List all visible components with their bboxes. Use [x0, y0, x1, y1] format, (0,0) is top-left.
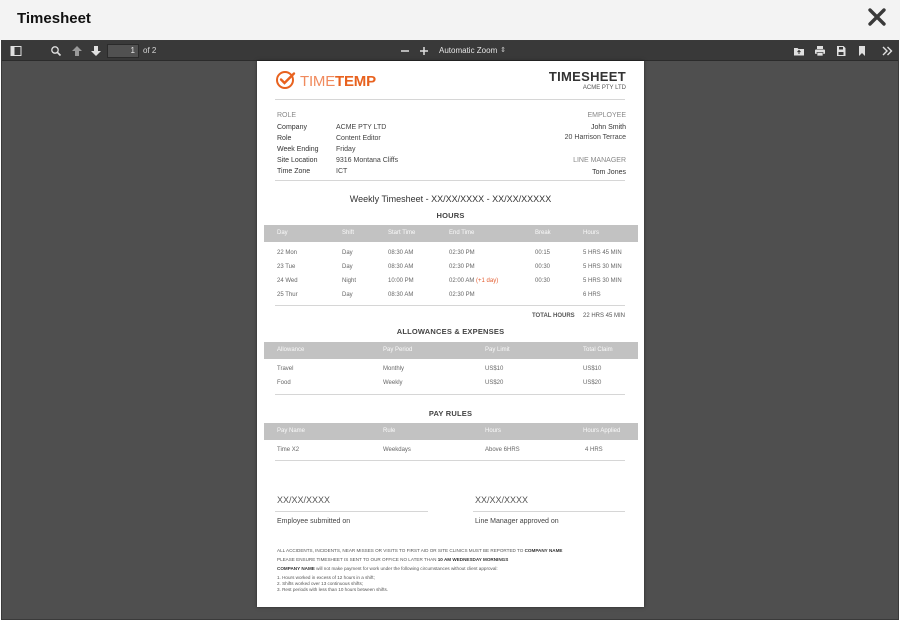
manager-name: Tom Jones [592, 169, 626, 176]
logo-text [300, 73, 376, 90]
employee-heading: EMPLOYEE [587, 112, 626, 119]
allowances-heading: ALLOWANCES & EXPENSES [396, 327, 505, 336]
footer-company-name: COMPANY NAME [277, 566, 315, 571]
column-header: Pay Name [277, 428, 306, 434]
pdf-page [257, 61, 644, 607]
column-header: Break [535, 230, 551, 236]
divider [275, 180, 625, 181]
footer-company-name: COMPANY NAME [524, 548, 563, 553]
role-label: Time Zone [277, 168, 311, 175]
logo-word-temp: TEMP [335, 73, 376, 90]
cell-hours-applied: 4 HRS [585, 447, 603, 453]
role-label: Role [277, 135, 292, 142]
cell-allowance: Food [277, 380, 291, 386]
cell-shift: Day [342, 292, 353, 298]
cell-pay-limit: US$10 [485, 366, 504, 372]
cell-pay-name: Time X2 [277, 447, 300, 453]
close-icon [866, 6, 888, 28]
footer-list-item: 1. Hours worked in excess of 12 hours in a shift; [277, 575, 375, 580]
role-value: 9316 Montana Cliffs [336, 157, 399, 164]
cell-day: 24 Wed [277, 278, 298, 284]
cell-allowance: Travel [277, 366, 294, 372]
column-header: Rule [383, 428, 396, 434]
cell-shift: Day [342, 250, 353, 256]
total-hours-label: TOTAL HOURS [532, 313, 575, 319]
footer-note-payment [277, 566, 498, 571]
role-heading: ROLE [277, 112, 297, 119]
print-button[interactable] [813, 44, 827, 58]
cell-end [449, 278, 498, 284]
cell-day: 23 Tue [277, 264, 296, 270]
signature-line [473, 511, 625, 512]
arrow-down-icon [90, 45, 102, 57]
column-header: Hours [485, 428, 502, 434]
column-header: Day [277, 230, 288, 236]
cell-total-claim: US$20 [583, 380, 602, 386]
print-icon [814, 45, 826, 57]
cell-end [449, 264, 475, 270]
weekly-title: Weekly Timesheet - XX/XX/XXXX - XX/XX/XXXXX [349, 194, 552, 204]
cell-break: 00:30 [535, 264, 551, 270]
cell-hours: 5 HRS 30 MIN [583, 278, 622, 284]
cell-break: 00:15 [535, 250, 551, 256]
open-file-button[interactable] [792, 44, 806, 58]
column-header: End Time [449, 230, 475, 236]
cell-day: 25 Thur [277, 292, 298, 298]
pay-rules-table-header [264, 423, 638, 440]
end-time: 02:30 PM [449, 264, 475, 270]
minus-icon [399, 45, 411, 57]
cell-day: 22 Mon [277, 250, 298, 256]
footer-text: will not make payment for work under the following circumstances without client approval: [314, 566, 498, 571]
document-title: TIMESHEET [548, 69, 626, 84]
employee-submitted-date: XX/XX/XXXX [277, 495, 331, 505]
close-button[interactable] [866, 6, 888, 28]
cell-break: 00:30 [535, 278, 551, 284]
zoom-in-button[interactable] [417, 44, 431, 58]
pdf-viewer [1, 40, 899, 620]
total-hours-value: 22 HRS 45 MIN [583, 313, 626, 319]
hours-heading: HOURS [436, 211, 465, 220]
previous-page-button[interactable] [70, 44, 84, 58]
footer-list-item: 2. Shifts worked over 13 continuous shifts; [277, 581, 364, 586]
column-header: Pay Limit [485, 347, 510, 353]
pay-rules-heading: PAY RULES [428, 409, 473, 418]
cell-start: 10:00 PM [388, 278, 414, 284]
role-value: ICT [336, 168, 348, 175]
timetemp-logo [275, 69, 375, 93]
folder-open-icon [793, 45, 805, 57]
cell-shift: Day [342, 264, 353, 270]
footer-text: ALL ACCIDENTS, INCIDENTS, NEAR MISSES OR VISITS TO FIRST AID OR SITE CLINICS MUST BE REPORTED TO [277, 548, 525, 553]
save-icon [835, 45, 847, 57]
cell-hours: Above 6HRS [485, 447, 520, 453]
cell-total-claim: US$10 [583, 366, 602, 372]
clock-check-icon [275, 69, 297, 91]
footer-text: PLEASE ENSURE TIMESHEET IS SENT TO OUR OFFICE NO LATER THAN [277, 557, 438, 562]
hours-table-header [264, 225, 638, 242]
logo-word-time: TIME [300, 73, 336, 90]
column-header: Allowance [277, 347, 305, 353]
cell-pay-period: Weekly [383, 380, 403, 386]
employee-submitted-label: Employee submitted on [277, 518, 351, 525]
zoom-out-button[interactable] [398, 44, 412, 58]
next-day-note: (+1 day) [476, 278, 499, 284]
manager-approved-label: Line Manager approved on [475, 518, 559, 525]
cell-start: 08:30 AM [388, 250, 414, 256]
page-count: of 2 [143, 46, 157, 55]
arrow-up-icon [71, 45, 83, 57]
allowances-table-header [264, 342, 638, 359]
modal-title: Timesheet [17, 10, 91, 27]
footer-list-item: 3. Rest periods with less than 10 hours between shifts. [277, 587, 389, 592]
plus-icon [418, 45, 430, 57]
end-time: 02:00 AM [449, 278, 475, 284]
document-company: ACME PTY LTD [582, 85, 626, 91]
cell-end [449, 292, 475, 298]
role-value: Content Editor [336, 135, 381, 142]
manager-heading: LINE MANAGER [573, 157, 626, 164]
sidebar-icon [10, 45, 22, 57]
search-button[interactable] [49, 44, 63, 58]
divider [275, 99, 625, 100]
cell-pay-limit: US$20 [485, 380, 504, 386]
double-chevron-right-icon [881, 45, 893, 57]
divider [275, 394, 625, 395]
footer-note-reporting [277, 548, 562, 553]
page-number-input[interactable]: 1 [107, 44, 139, 58]
search-icon [50, 45, 62, 57]
cell-hours: 6 HRS [583, 292, 601, 298]
footer-note-deadline [277, 557, 508, 562]
cell-rule: Weekdays [383, 447, 411, 453]
chevron-updown-icon: ⇕ [500, 47, 506, 54]
column-header: Shift [342, 230, 355, 236]
cell-shift: Night [342, 278, 357, 284]
end-time: 02:30 PM [449, 250, 475, 256]
download-button[interactable] [834, 44, 848, 58]
modal-header [0, 0, 900, 40]
column-header: Hours Applied [583, 428, 621, 434]
signature-line [275, 511, 428, 512]
cell-start: 08:30 AM [388, 292, 414, 298]
end-time: 02:30 PM [449, 292, 475, 298]
cell-start: 08:30 AM [388, 264, 414, 270]
divider [275, 460, 625, 461]
zoom-select[interactable] [434, 44, 514, 58]
divider [275, 305, 625, 306]
cell-pay-period: Monthly [383, 366, 405, 372]
bookmark-button[interactable] [855, 44, 869, 58]
cell-end [449, 250, 475, 256]
cell-hours: 5 HRS 30 MIN [583, 264, 622, 270]
role-label: Company [277, 124, 307, 131]
column-header: Start Time [388, 230, 416, 236]
column-header: Hours [583, 230, 600, 236]
next-page-button[interactable] [89, 44, 103, 58]
toggle-sidebar-button[interactable] [9, 44, 23, 58]
employee-name: John Smith [590, 124, 626, 131]
role-value: Friday [336, 146, 356, 153]
role-value: ACME PTY LTD [336, 124, 387, 131]
pdf-toolbar [2, 41, 899, 61]
role-label: Week Ending [277, 146, 319, 153]
tools-button[interactable] [880, 44, 894, 58]
employee-address: 20 Harrison Terrace [564, 134, 626, 141]
role-label: Site Location [277, 157, 318, 164]
column-header: Total Claim [583, 347, 613, 353]
bookmark-icon [856, 45, 868, 57]
manager-approved-date: XX/XX/XXXX [475, 495, 529, 505]
zoom-value: Automatic Zoom [439, 46, 498, 55]
column-header: Pay Period [383, 347, 413, 353]
cell-hours: 5 HRS 45 MIN [583, 250, 622, 256]
footer-deadline: 10 AM WEDNESDAY MORNINGS [437, 557, 509, 562]
